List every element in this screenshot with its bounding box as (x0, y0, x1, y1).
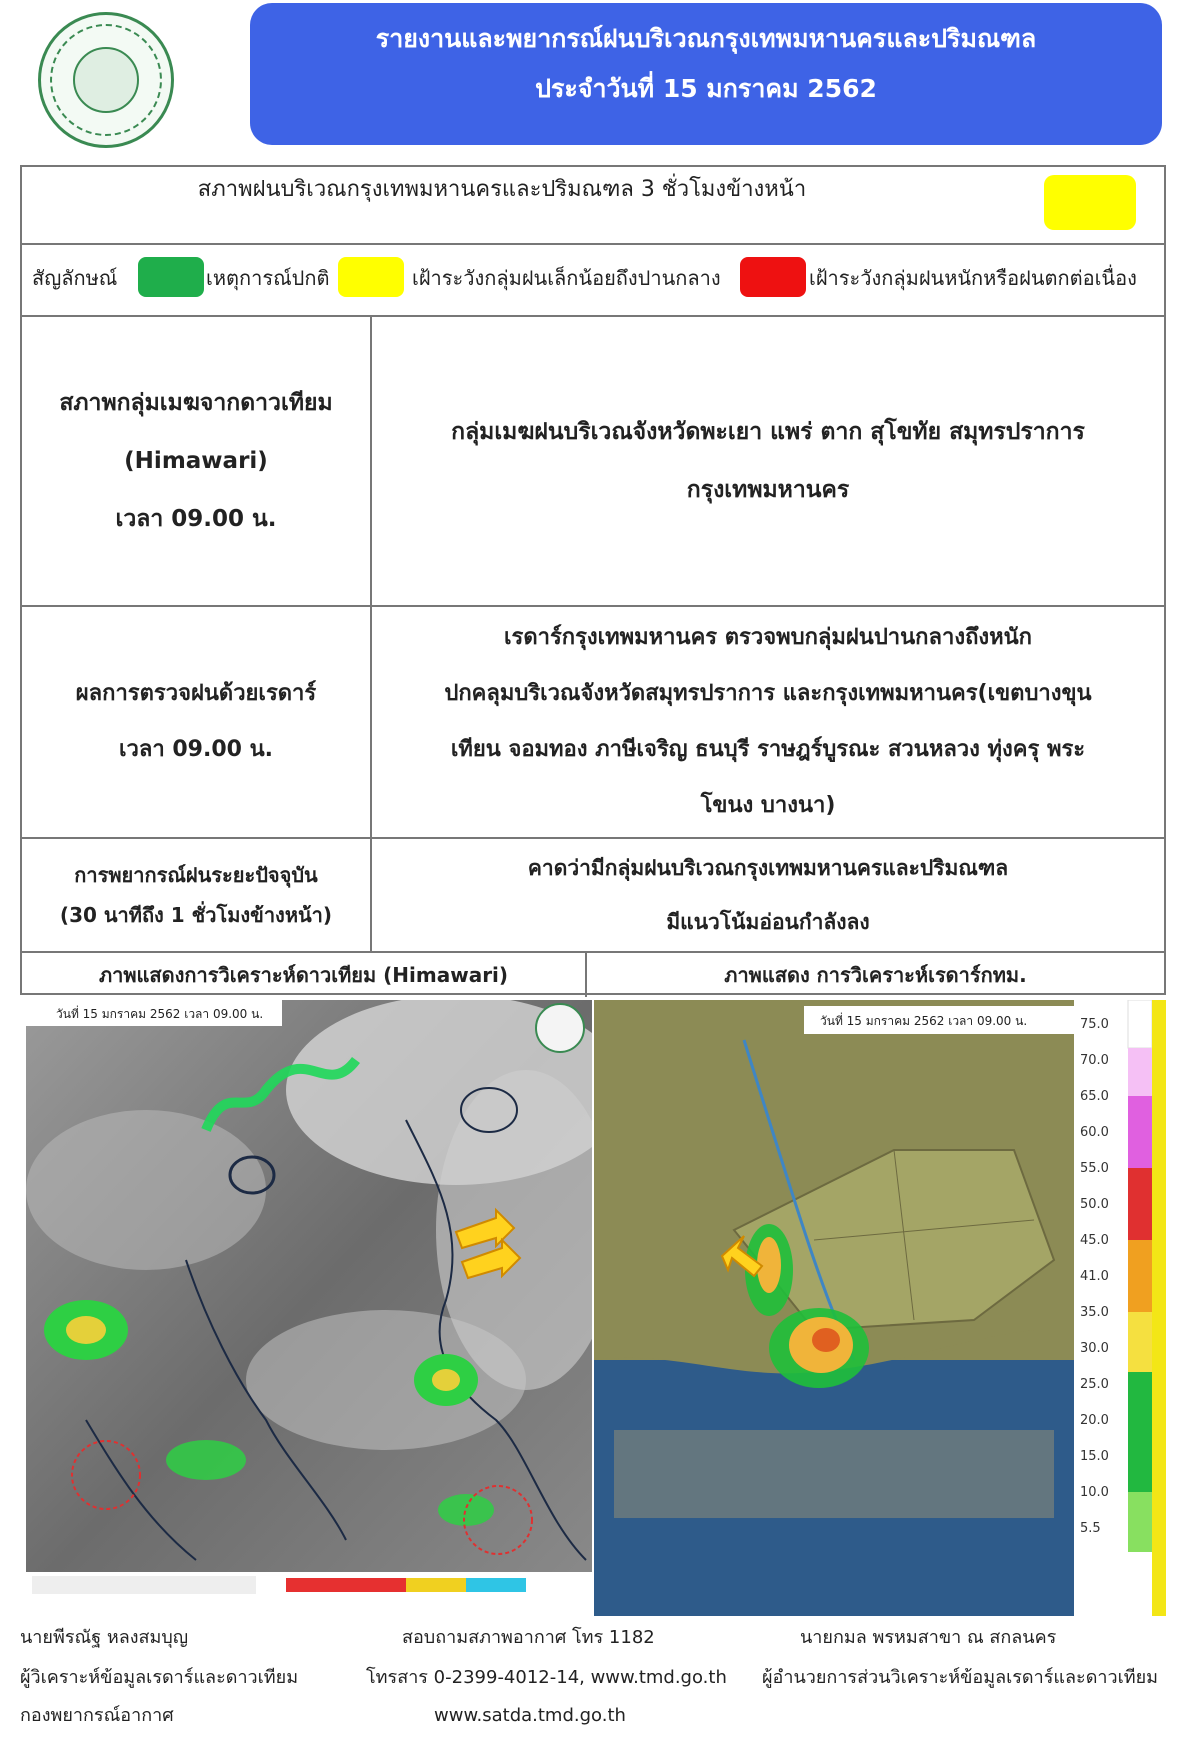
radar-text-cell (372, 607, 1164, 837)
satellite-caption: ภาพแสดงการวิเคราะห์ดาวเทียม (Himawari) (98, 963, 509, 987)
radar-caption: ภาพแสดง การวิเคราะห์เรดาร์กทม. (724, 963, 1027, 987)
radar-scale-label: 15.0 (1080, 1449, 1109, 1464)
radar-text-line: โขนง บางนา) (700, 793, 836, 818)
radar-caption-cell (587, 953, 1164, 997)
radar-stamp: วันที่ 15 มกราคม 2562 เวลา 09.00 น. (820, 1014, 1028, 1028)
radar-map (594, 1000, 1166, 1616)
header-banner (250, 3, 1162, 145)
footer-phone: สอบถามสภาพอากาศ โทร 1182 (402, 1627, 655, 1648)
tmd-logo (38, 12, 174, 148)
radar-time: เวลา 09.00 น. (118, 737, 273, 762)
status-title: สภาพฝนบริเวณกรุงเทพมหานครและปริมณฑล 3 ชั่วโมงข้างหน้า (197, 177, 807, 202)
nowcast-row (22, 839, 1164, 953)
radar-scale-label: 55.0 (1080, 1161, 1109, 1176)
legend-red-text: เฝ้าระวังกลุ่มฝนหนักหรือฝนตกต่อเนื่อง (809, 266, 1137, 290)
radar-scale-label: 5.5 (1080, 1521, 1101, 1536)
radar-scale (1080, 1017, 1109, 1536)
satellite-image (26, 1000, 592, 1598)
legend-green-text: เหตุการณ์ปกติ (206, 266, 330, 290)
legend-green-swatch (138, 257, 204, 297)
report-date: ประจำวันที่ 15 มกราคม 2562 (535, 74, 877, 103)
report-table (20, 165, 1166, 995)
radar-scale-label: 70.0 (1080, 1053, 1109, 1068)
radar-text-line: เรดาร์กรุงเทพมหานคร ตรวจพบกลุ่มฝนปานกลางถึงหนัก (503, 625, 1032, 650)
nowcast-label-cell (22, 839, 372, 951)
nowcast-text-line: คาดว่ามีกลุ่มฝนบริเวณกรุงเทพมหานครและปริมณฑล (527, 856, 1009, 880)
status-row (22, 167, 1164, 245)
satellite-time: เวลา 09.00 น. (115, 506, 277, 532)
satellite-source: (Himawari) (124, 448, 268, 474)
radar-image (594, 1000, 1166, 1616)
radar-label: ผลการตรวจฝนด้วยเรดาร์ (75, 681, 317, 706)
radar-row (22, 607, 1164, 839)
satellite-text-cell (372, 317, 1164, 605)
caption-row (22, 953, 1164, 997)
satellite-caption-cell (22, 953, 587, 997)
legend-label: สัญลักษณ์ (32, 266, 118, 290)
footer-left-title: ผู้วิเคราะห์ข้อมูลเรดาร์และดาวเทียม (20, 1667, 299, 1688)
footer-satda-web: www.satda.tmd.go.th (434, 1705, 626, 1726)
legend-yellow-swatch (338, 257, 404, 297)
nowcast-label: การพยากรณ์ฝนระยะปัจจุบัน (74, 863, 318, 887)
footer-left-name: นายพีรณัฐ หลงสมบุญ (20, 1627, 189, 1648)
logo-emblem (73, 47, 139, 113)
legend-red-swatch (740, 257, 806, 297)
radar-scale-label: 65.0 (1080, 1089, 1109, 1104)
footer-left-dept: กองพยากรณ์อากาศ (20, 1705, 174, 1726)
footer-fax-web: โทรสาร 0-2399-4012-14, www.tmd.go.th (366, 1667, 727, 1688)
radar-scale-label: 35.0 (1080, 1305, 1109, 1320)
satellite-text-line: กลุ่มเมฆฝนบริเวณจังหวัดพะเยา แพร่ ตาก สุโขทัย สมุทรปราการ (451, 419, 1085, 445)
radar-scale-label: 10.0 (1080, 1485, 1109, 1500)
radar-scale-label: 75.0 (1080, 1017, 1109, 1032)
radar-scale-label: 20.0 (1080, 1413, 1109, 1428)
footer-right-title: ผู้อำนวยการส่วนวิเคราะห์ข้อมูลเรดาร์และดาวเทียม (762, 1667, 1159, 1688)
radar-scale-label: 60.0 (1080, 1125, 1109, 1140)
nowcast-text-cell (372, 839, 1164, 951)
nowcast-period: (30 นาทีถึง 1 ชั่วโมงข้างหน้า) (59, 903, 333, 927)
radar-text-line: ปกคลุมบริเวณจังหวัดสมุทรปราการ และกรุงเทพมหานคร(เขตบางขุน (444, 681, 1092, 706)
footer-right-name: นายกมล พรหมสาขา ณ สกลนคร (800, 1627, 1057, 1648)
radar-scale-label: 45.0 (1080, 1233, 1109, 1248)
radar-scale-label: 30.0 (1080, 1341, 1109, 1356)
satellite-label-cell (22, 317, 372, 605)
satellite-text-line: กรุงเทพมหานคร (686, 477, 850, 503)
radar-scale-label: 25.0 (1080, 1377, 1109, 1392)
logo-ring (50, 24, 162, 136)
legend-yellow-text: เฝ้าระวังกลุ่มฝนเล็กน้อยถึงปานกลาง (412, 266, 721, 290)
status-indicator (1044, 175, 1136, 230)
radar-label-cell (22, 607, 372, 837)
nowcast-text-line: มีแนวโน้มอ่อนกำลังลง (666, 910, 870, 934)
report-title: รายงานและพยากรณ์ฝนบริเวณกรุงเทพมหานครและปริมณฑล (375, 24, 1037, 53)
legend-row (22, 245, 1164, 317)
satellite-stamp: วันที่ 15 มกราคม 2562 เวลา 09.00 น. (56, 1007, 264, 1021)
satellite-map (26, 1000, 592, 1598)
radar-text-line: เทียน จอมทอง ภาษีเจริญ ธนบุรี ราษฎร์บูรณะ สวนหลวง ทุ่งครุ พระ (450, 737, 1086, 762)
satellite-label: สภาพกลุ่มเมฆจากดาวเทียม (59, 390, 333, 416)
radar-scale-label: 41.0 (1080, 1269, 1109, 1284)
satellite-row (22, 317, 1164, 607)
radar-scale-label: 50.0 (1080, 1197, 1109, 1212)
